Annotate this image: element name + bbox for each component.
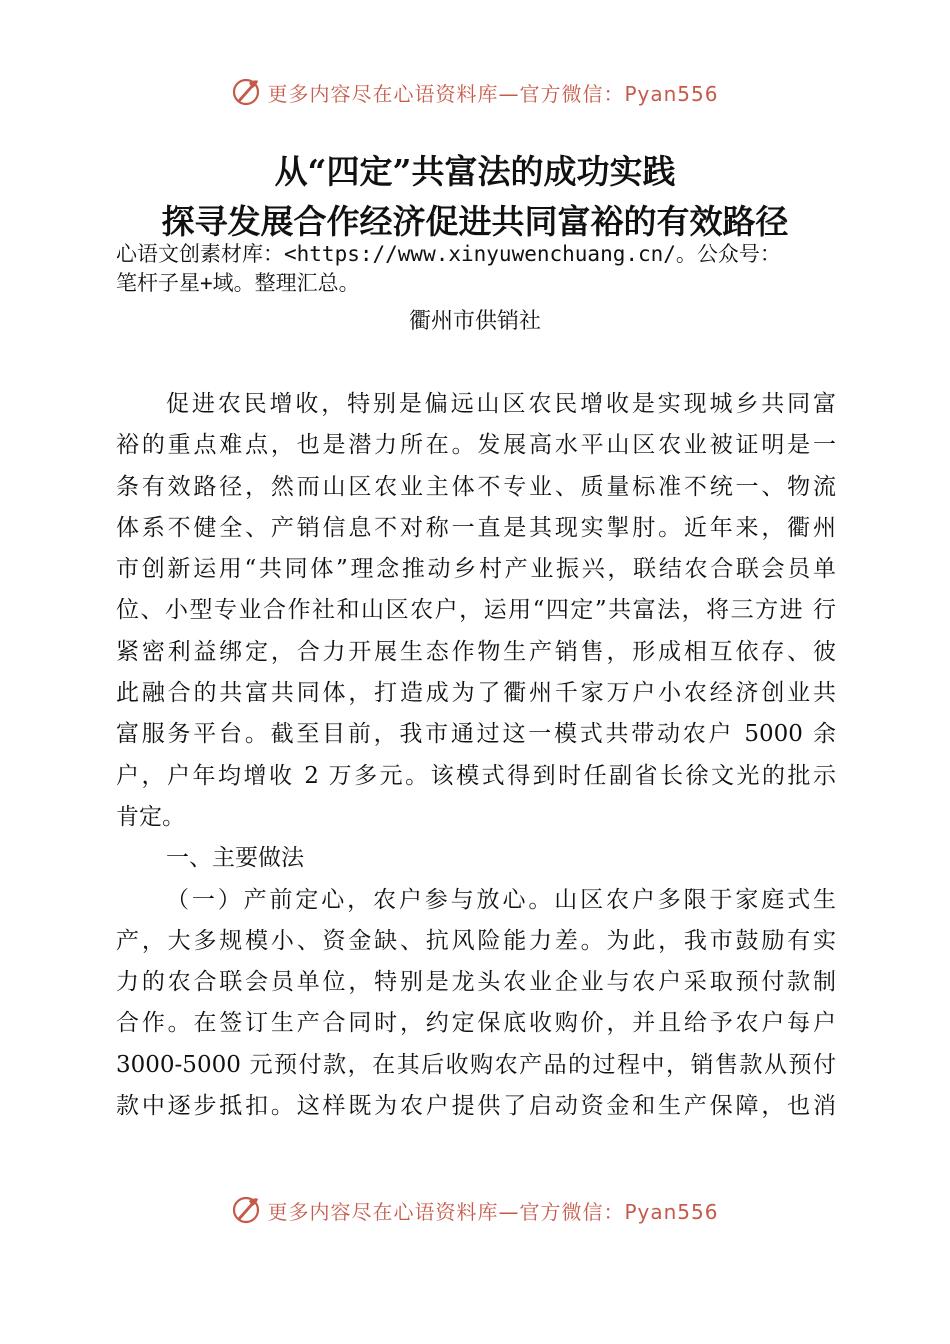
body-line: 力的农合联会员单位，特别是龙头农业企业与农户采取预付款制 (116, 969, 836, 996)
author-organization: 衢州市供销社 (408, 309, 541, 334)
document-title-line-1: 从“四定”共富法的成功实践 (274, 152, 676, 191)
body-line: 市创新运用“共同体”理念推动乡村产业振兴，联结农合联会员单 (116, 556, 836, 583)
body-line: （一）产前定心，农户参与放心。山区农户多限于家庭式生 (166, 886, 836, 913)
body-line: 裕的重点难点，也是潜力所在。发展高水平山区农业被证明是一 (116, 432, 836, 459)
header-watermark-banner (0, 72, 950, 112)
body-line: 产，大多规模小、资金缺、抗风险能力差。为此，我市鼓励有实 (116, 927, 836, 954)
body-line: 位、小型专业合作社和山区农户，运用“四定”共富法，将三方进 行 (116, 597, 836, 624)
body-line: 紧密利益绑定，合力开展生态作物生产销售，形成相互依存、彼 (116, 638, 836, 665)
body-line: 3000-5000 元预付款，在其后收购农产品的过程中，销售款从预付 (116, 1051, 836, 1078)
body-line: 此融合的共富共同体，打造成为了衢州千家万户小农经济创业共 (116, 680, 836, 707)
quill-pen-circle-icon (231, 77, 261, 107)
quill-pen-circle-icon (231, 1195, 261, 1225)
source-note-line: 笔杆子星+域。整理汇总。 (116, 271, 360, 295)
banner-text: 更多内容尽在心语资料库—官方微信：Pyan556 (267, 81, 719, 106)
source-note-line: 心语文创素材库：<https://www.xinyuwenchuang.cn/。公众号： (116, 242, 781, 266)
document-title-line-2: 探寻发展合作经济促进共同富裕的有效路径 (161, 202, 789, 241)
body-line: 条有效路径，然而山区农业主体不专业、质量标准不统一、物流 (116, 473, 836, 500)
footer-watermark-banner (0, 1190, 950, 1230)
body-line: 款中逐步抵扣。这样既为农户提供了启动资金和生产保障，也消 (116, 1093, 836, 1120)
body-line: 体系不健全、产销信息不对称一直是其现实掣肘。近年来，衢州 (116, 514, 836, 541)
banner-text: 更多内容尽在心语资料库—官方微信：Pyan556 (267, 1199, 719, 1224)
body-line: 富服务平台。截至目前，我市通过这一模式共带动农户 5000 余 (116, 721, 836, 748)
document-body (116, 384, 836, 1127)
source-note (116, 240, 836, 298)
body-line: 促进农民增收，特别是偏远山区农民增收是实现城乡共同富 (166, 391, 836, 417)
section-heading: 一、主要做法 (166, 845, 304, 872)
body-line: 合作。在签订生产合同时，约定保底收购价，并且给予农户每户 (116, 1010, 836, 1037)
body-line: 肯定。 (116, 803, 185, 830)
body-line: 户，户年均增收 2 万多元。该模式得到时任副省长徐文光的批示 (116, 762, 836, 789)
